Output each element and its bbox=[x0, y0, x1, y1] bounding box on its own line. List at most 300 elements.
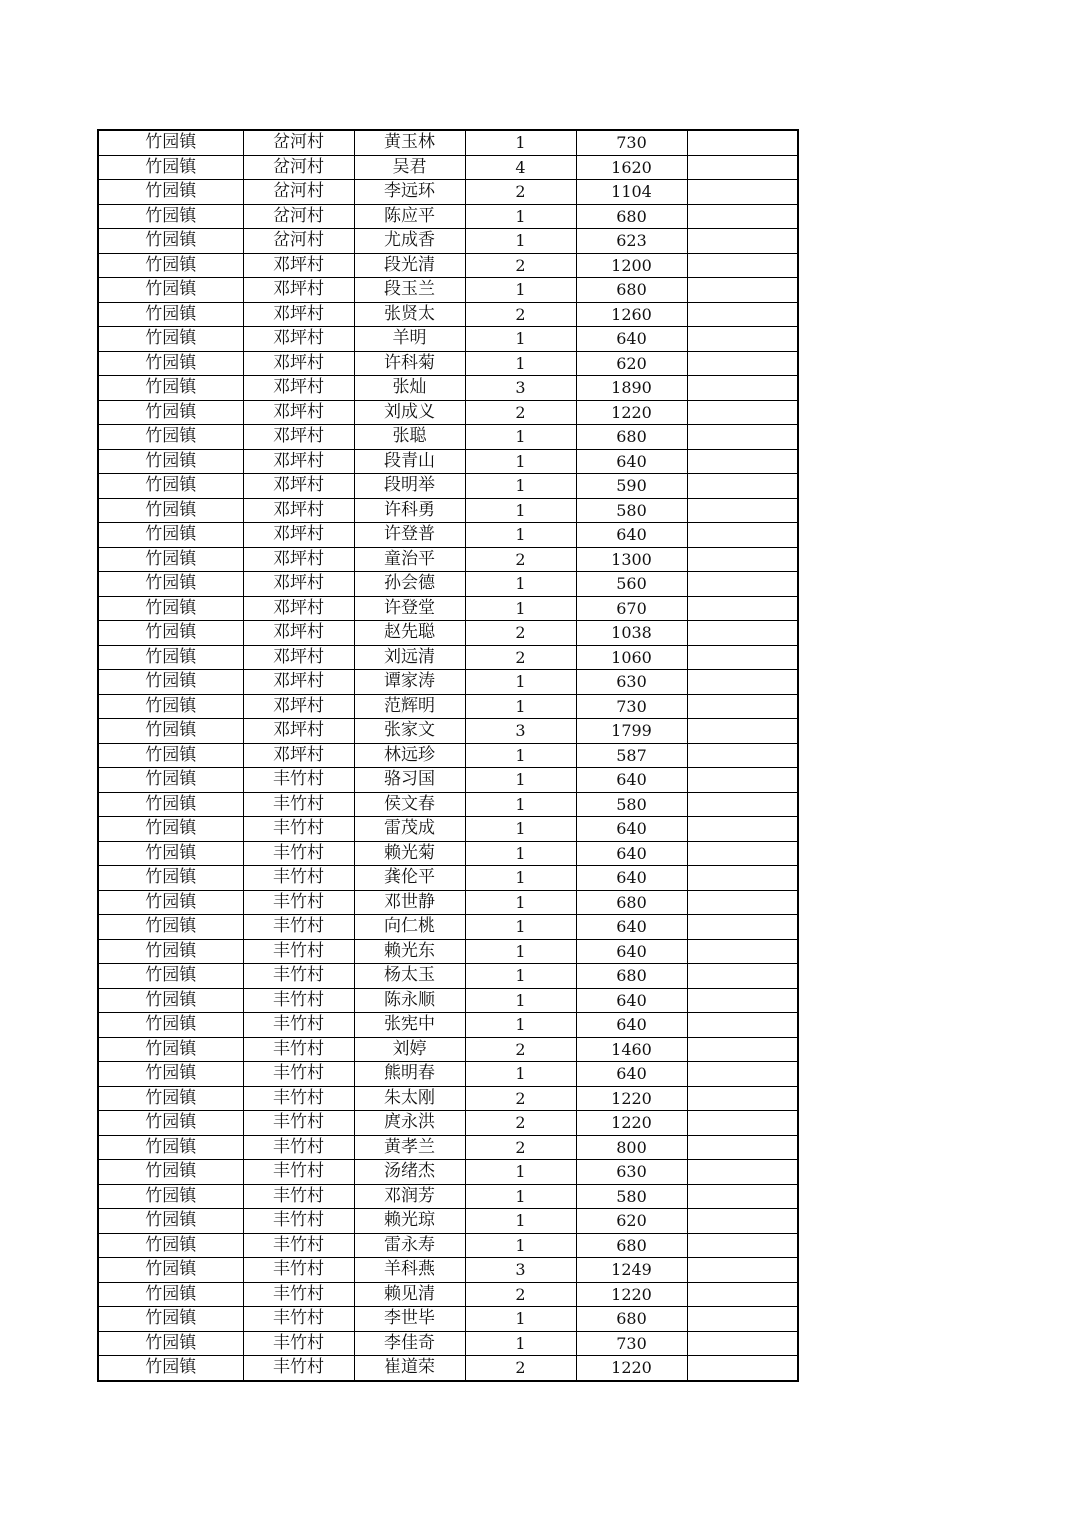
household-count-cell: 1 bbox=[465, 1331, 576, 1356]
remark-cell bbox=[687, 645, 798, 670]
name-cell: 雷茂成 bbox=[354, 817, 465, 842]
village-cell: 邓坪村 bbox=[243, 278, 354, 303]
village-cell: 邓坪村 bbox=[243, 449, 354, 474]
data-table bbox=[97, 129, 799, 1382]
household-count-cell: 1 bbox=[465, 1184, 576, 1209]
town-cell: 竹园镇 bbox=[98, 1062, 243, 1087]
town-cell: 竹园镇 bbox=[98, 1037, 243, 1062]
name-cell: 谭家涛 bbox=[354, 670, 465, 695]
amount-cell: 640 bbox=[576, 449, 687, 474]
remark-cell bbox=[687, 988, 798, 1013]
table-row bbox=[98, 278, 798, 303]
table-row bbox=[98, 768, 798, 793]
town-cell: 竹园镇 bbox=[98, 1307, 243, 1332]
town-cell: 竹园镇 bbox=[98, 768, 243, 793]
table-row bbox=[98, 792, 798, 817]
name-cell: 杨太玉 bbox=[354, 964, 465, 989]
remark-cell bbox=[687, 915, 798, 940]
table-row bbox=[98, 229, 798, 254]
table-row bbox=[98, 743, 798, 768]
name-cell: 张家文 bbox=[354, 719, 465, 744]
amount-cell: 680 bbox=[576, 204, 687, 229]
village-cell: 丰竹村 bbox=[243, 768, 354, 793]
name-cell: 张贤太 bbox=[354, 302, 465, 327]
name-cell: 赖光菊 bbox=[354, 841, 465, 866]
amount-cell: 680 bbox=[576, 890, 687, 915]
town-cell: 竹园镇 bbox=[98, 694, 243, 719]
table-row bbox=[98, 1013, 798, 1038]
name-cell: 庹永洪 bbox=[354, 1111, 465, 1136]
table-row bbox=[98, 425, 798, 450]
name-cell: 张灿 bbox=[354, 376, 465, 401]
village-cell: 邓坪村 bbox=[243, 351, 354, 376]
remark-cell bbox=[687, 498, 798, 523]
amount-cell: 1460 bbox=[576, 1037, 687, 1062]
town-cell: 竹园镇 bbox=[98, 400, 243, 425]
name-cell: 黄玉林 bbox=[354, 130, 465, 155]
household-count-cell: 1 bbox=[465, 743, 576, 768]
name-cell: 刘远清 bbox=[354, 645, 465, 670]
town-cell: 竹园镇 bbox=[98, 425, 243, 450]
village-cell: 邓坪村 bbox=[243, 694, 354, 719]
remark-cell bbox=[687, 1331, 798, 1356]
household-count-cell: 4 bbox=[465, 155, 576, 180]
name-cell: 童治平 bbox=[354, 547, 465, 572]
table-row bbox=[98, 1086, 798, 1111]
name-cell: 龚伦平 bbox=[354, 866, 465, 891]
village-cell: 丰竹村 bbox=[243, 1037, 354, 1062]
table-row bbox=[98, 964, 798, 989]
town-cell: 竹园镇 bbox=[98, 1135, 243, 1160]
table-row bbox=[98, 719, 798, 744]
remark-cell bbox=[687, 1037, 798, 1062]
table-row bbox=[98, 866, 798, 891]
household-count-cell: 1 bbox=[465, 792, 576, 817]
amount-cell: 1060 bbox=[576, 645, 687, 670]
name-cell: 黄孝兰 bbox=[354, 1135, 465, 1160]
remark-cell bbox=[687, 425, 798, 450]
name-cell: 羊明 bbox=[354, 327, 465, 352]
name-cell: 骆习国 bbox=[354, 768, 465, 793]
remark-cell bbox=[687, 964, 798, 989]
household-count-cell: 1 bbox=[465, 498, 576, 523]
village-cell: 丰竹村 bbox=[243, 1013, 354, 1038]
household-count-cell: 2 bbox=[465, 1135, 576, 1160]
village-cell: 丰竹村 bbox=[243, 866, 354, 891]
name-cell: 李佳奇 bbox=[354, 1331, 465, 1356]
amount-cell: 640 bbox=[576, 841, 687, 866]
amount-cell: 1220 bbox=[576, 1356, 687, 1381]
remark-cell bbox=[687, 523, 798, 548]
name-cell: 朱太刚 bbox=[354, 1086, 465, 1111]
village-cell: 丰竹村 bbox=[243, 1086, 354, 1111]
name-cell: 崔道荣 bbox=[354, 1356, 465, 1381]
town-cell: 竹园镇 bbox=[98, 278, 243, 303]
town-cell: 竹园镇 bbox=[98, 474, 243, 499]
name-cell: 许登普 bbox=[354, 523, 465, 548]
town-cell: 竹园镇 bbox=[98, 1356, 243, 1381]
table-row bbox=[98, 180, 798, 205]
amount-cell: 800 bbox=[576, 1135, 687, 1160]
table-row bbox=[98, 1258, 798, 1283]
name-cell: 赖光东 bbox=[354, 939, 465, 964]
name-cell: 吴君 bbox=[354, 155, 465, 180]
household-count-cell: 2 bbox=[465, 1111, 576, 1136]
household-count-cell: 2 bbox=[465, 1037, 576, 1062]
table-row bbox=[98, 547, 798, 572]
amount-cell: 620 bbox=[576, 351, 687, 376]
amount-cell: 640 bbox=[576, 768, 687, 793]
village-cell: 丰竹村 bbox=[243, 817, 354, 842]
household-count-cell: 1 bbox=[465, 130, 576, 155]
name-cell: 许登堂 bbox=[354, 596, 465, 621]
town-cell: 竹园镇 bbox=[98, 351, 243, 376]
table-row bbox=[98, 939, 798, 964]
town-cell: 竹园镇 bbox=[98, 449, 243, 474]
town-cell: 竹园镇 bbox=[98, 792, 243, 817]
village-cell: 邓坪村 bbox=[243, 474, 354, 499]
table-body bbox=[98, 130, 798, 1381]
amount-cell: 1220 bbox=[576, 400, 687, 425]
table-row bbox=[98, 841, 798, 866]
village-cell: 邓坪村 bbox=[243, 376, 354, 401]
household-count-cell: 2 bbox=[465, 180, 576, 205]
village-cell: 丰竹村 bbox=[243, 1356, 354, 1381]
town-cell: 竹园镇 bbox=[98, 670, 243, 695]
town-cell: 竹园镇 bbox=[98, 180, 243, 205]
village-cell: 丰竹村 bbox=[243, 792, 354, 817]
village-cell: 丰竹村 bbox=[243, 915, 354, 940]
amount-cell: 1220 bbox=[576, 1282, 687, 1307]
name-cell: 陈永顺 bbox=[354, 988, 465, 1013]
town-cell: 竹园镇 bbox=[98, 498, 243, 523]
household-count-cell: 1 bbox=[465, 474, 576, 499]
remark-cell bbox=[687, 1062, 798, 1087]
town-cell: 竹园镇 bbox=[98, 204, 243, 229]
amount-cell: 1220 bbox=[576, 1111, 687, 1136]
village-cell: 丰竹村 bbox=[243, 1331, 354, 1356]
table-row bbox=[98, 302, 798, 327]
remark-cell bbox=[687, 792, 798, 817]
village-cell: 丰竹村 bbox=[243, 1307, 354, 1332]
household-count-cell: 1 bbox=[465, 939, 576, 964]
household-count-cell: 2 bbox=[465, 1282, 576, 1307]
household-count-cell: 2 bbox=[465, 253, 576, 278]
remark-cell bbox=[687, 890, 798, 915]
remark-cell bbox=[687, 1086, 798, 1111]
town-cell: 竹园镇 bbox=[98, 327, 243, 352]
village-cell: 邓坪村 bbox=[243, 327, 354, 352]
household-count-cell: 1 bbox=[465, 523, 576, 548]
amount-cell: 640 bbox=[576, 988, 687, 1013]
name-cell: 孙会德 bbox=[354, 572, 465, 597]
table-row bbox=[98, 1037, 798, 1062]
table-row bbox=[98, 988, 798, 1013]
town-cell: 竹园镇 bbox=[98, 1184, 243, 1209]
remark-cell bbox=[687, 621, 798, 646]
household-count-cell: 1 bbox=[465, 229, 576, 254]
remark-cell bbox=[687, 180, 798, 205]
remark-cell bbox=[687, 155, 798, 180]
amount-cell: 620 bbox=[576, 1209, 687, 1234]
table-row bbox=[98, 1062, 798, 1087]
village-cell: 丰竹村 bbox=[243, 1160, 354, 1185]
household-count-cell: 1 bbox=[465, 449, 576, 474]
household-count-cell: 1 bbox=[465, 1209, 576, 1234]
household-count-cell: 1 bbox=[465, 351, 576, 376]
table-row bbox=[98, 449, 798, 474]
household-count-cell: 1 bbox=[465, 278, 576, 303]
town-cell: 竹园镇 bbox=[98, 523, 243, 548]
village-cell: 邓坪村 bbox=[243, 621, 354, 646]
village-cell: 邓坪村 bbox=[243, 400, 354, 425]
remark-cell bbox=[687, 253, 798, 278]
remark-cell bbox=[687, 302, 798, 327]
remark-cell bbox=[687, 1111, 798, 1136]
town-cell: 竹园镇 bbox=[98, 866, 243, 891]
amount-cell: 630 bbox=[576, 670, 687, 695]
town-cell: 竹园镇 bbox=[98, 1282, 243, 1307]
table-row bbox=[98, 1111, 798, 1136]
amount-cell: 1249 bbox=[576, 1258, 687, 1283]
name-cell: 邓润芳 bbox=[354, 1184, 465, 1209]
village-cell: 丰竹村 bbox=[243, 988, 354, 1013]
amount-cell: 730 bbox=[576, 1331, 687, 1356]
amount-cell: 680 bbox=[576, 1307, 687, 1332]
household-count-cell: 2 bbox=[465, 400, 576, 425]
table-row bbox=[98, 915, 798, 940]
table-row bbox=[98, 327, 798, 352]
amount-cell: 640 bbox=[576, 866, 687, 891]
name-cell: 熊明春 bbox=[354, 1062, 465, 1087]
amount-cell: 587 bbox=[576, 743, 687, 768]
town-cell: 竹园镇 bbox=[98, 229, 243, 254]
remark-cell bbox=[687, 474, 798, 499]
remark-cell bbox=[687, 670, 798, 695]
town-cell: 竹园镇 bbox=[98, 743, 243, 768]
amount-cell: 580 bbox=[576, 792, 687, 817]
name-cell: 刘婷 bbox=[354, 1037, 465, 1062]
remark-cell bbox=[687, 1282, 798, 1307]
town-cell: 竹园镇 bbox=[98, 939, 243, 964]
name-cell: 赖见清 bbox=[354, 1282, 465, 1307]
town-cell: 竹园镇 bbox=[98, 1086, 243, 1111]
town-cell: 竹园镇 bbox=[98, 596, 243, 621]
remark-cell bbox=[687, 596, 798, 621]
name-cell: 汤绪杰 bbox=[354, 1160, 465, 1185]
village-cell: 丰竹村 bbox=[243, 1111, 354, 1136]
name-cell: 邓世静 bbox=[354, 890, 465, 915]
table-row bbox=[98, 376, 798, 401]
town-cell: 竹园镇 bbox=[98, 1331, 243, 1356]
table-row bbox=[98, 890, 798, 915]
remark-cell bbox=[687, 719, 798, 744]
remark-cell bbox=[687, 817, 798, 842]
household-count-cell: 1 bbox=[465, 670, 576, 695]
table-row bbox=[98, 351, 798, 376]
amount-cell: 580 bbox=[576, 1184, 687, 1209]
remark-cell bbox=[687, 1258, 798, 1283]
remark-cell bbox=[687, 547, 798, 572]
name-cell: 李世毕 bbox=[354, 1307, 465, 1332]
table-row bbox=[98, 1307, 798, 1332]
table-row bbox=[98, 130, 798, 155]
village-cell: 邓坪村 bbox=[243, 547, 354, 572]
remark-cell bbox=[687, 278, 798, 303]
remark-cell bbox=[687, 400, 798, 425]
household-count-cell: 1 bbox=[465, 1233, 576, 1258]
remark-cell bbox=[687, 1356, 798, 1381]
village-cell: 丰竹村 bbox=[243, 1233, 354, 1258]
amount-cell: 560 bbox=[576, 572, 687, 597]
name-cell: 尤成香 bbox=[354, 229, 465, 254]
amount-cell: 670 bbox=[576, 596, 687, 621]
town-cell: 竹园镇 bbox=[98, 817, 243, 842]
name-cell: 赵先聪 bbox=[354, 621, 465, 646]
name-cell: 许科菊 bbox=[354, 351, 465, 376]
village-cell: 丰竹村 bbox=[243, 890, 354, 915]
village-cell: 丰竹村 bbox=[243, 1184, 354, 1209]
household-count-cell: 1 bbox=[465, 1307, 576, 1332]
amount-cell: 730 bbox=[576, 130, 687, 155]
town-cell: 竹园镇 bbox=[98, 302, 243, 327]
amount-cell: 640 bbox=[576, 915, 687, 940]
household-count-cell: 1 bbox=[465, 1160, 576, 1185]
household-count-cell: 1 bbox=[465, 596, 576, 621]
amount-cell: 1620 bbox=[576, 155, 687, 180]
household-count-cell: 2 bbox=[465, 645, 576, 670]
table-row bbox=[98, 621, 798, 646]
village-cell: 邓坪村 bbox=[243, 253, 354, 278]
remark-cell bbox=[687, 1307, 798, 1332]
village-cell: 邓坪村 bbox=[243, 302, 354, 327]
name-cell: 张聪 bbox=[354, 425, 465, 450]
household-count-cell: 1 bbox=[465, 694, 576, 719]
name-cell: 赖光琼 bbox=[354, 1209, 465, 1234]
household-count-cell: 1 bbox=[465, 327, 576, 352]
name-cell: 林远珍 bbox=[354, 743, 465, 768]
name-cell: 刘成义 bbox=[354, 400, 465, 425]
table-row bbox=[98, 1282, 798, 1307]
town-cell: 竹园镇 bbox=[98, 130, 243, 155]
household-count-cell: 1 bbox=[465, 915, 576, 940]
village-cell: 邓坪村 bbox=[243, 670, 354, 695]
household-count-cell: 1 bbox=[465, 1062, 576, 1087]
amount-cell: 640 bbox=[576, 327, 687, 352]
table-row bbox=[98, 694, 798, 719]
household-count-cell: 1 bbox=[465, 988, 576, 1013]
amount-cell: 1038 bbox=[576, 621, 687, 646]
town-cell: 竹园镇 bbox=[98, 988, 243, 1013]
remark-cell bbox=[687, 841, 798, 866]
remark-cell bbox=[687, 204, 798, 229]
name-cell: 许科勇 bbox=[354, 498, 465, 523]
table-row bbox=[98, 400, 798, 425]
household-count-cell: 1 bbox=[465, 817, 576, 842]
household-count-cell: 1 bbox=[465, 204, 576, 229]
amount-cell: 680 bbox=[576, 1233, 687, 1258]
amount-cell: 1799 bbox=[576, 719, 687, 744]
table-row bbox=[98, 1356, 798, 1381]
village-cell: 丰竹村 bbox=[243, 841, 354, 866]
household-count-cell: 1 bbox=[465, 841, 576, 866]
amount-cell: 1300 bbox=[576, 547, 687, 572]
remark-cell bbox=[687, 866, 798, 891]
town-cell: 竹园镇 bbox=[98, 1013, 243, 1038]
village-cell: 丰竹村 bbox=[243, 1209, 354, 1234]
household-count-cell: 2 bbox=[465, 547, 576, 572]
village-cell: 邓坪村 bbox=[243, 425, 354, 450]
amount-cell: 1890 bbox=[576, 376, 687, 401]
amount-cell: 640 bbox=[576, 523, 687, 548]
village-cell: 邓坪村 bbox=[243, 523, 354, 548]
household-count-cell: 1 bbox=[465, 866, 576, 891]
table-row bbox=[98, 817, 798, 842]
amount-cell: 680 bbox=[576, 425, 687, 450]
name-cell: 段明举 bbox=[354, 474, 465, 499]
village-cell: 丰竹村 bbox=[243, 964, 354, 989]
name-cell: 段光清 bbox=[354, 253, 465, 278]
table-row bbox=[98, 572, 798, 597]
name-cell: 范辉明 bbox=[354, 694, 465, 719]
household-count-cell: 3 bbox=[465, 1258, 576, 1283]
household-count-cell: 1 bbox=[465, 425, 576, 450]
household-count-cell: 2 bbox=[465, 1086, 576, 1111]
town-cell: 竹园镇 bbox=[98, 841, 243, 866]
remark-cell bbox=[687, 229, 798, 254]
amount-cell: 640 bbox=[576, 1013, 687, 1038]
amount-cell: 1260 bbox=[576, 302, 687, 327]
amount-cell: 1220 bbox=[576, 1086, 687, 1111]
table-row bbox=[98, 1184, 798, 1209]
town-cell: 竹园镇 bbox=[98, 376, 243, 401]
household-count-cell: 1 bbox=[465, 890, 576, 915]
town-cell: 竹园镇 bbox=[98, 547, 243, 572]
village-cell: 邓坪村 bbox=[243, 498, 354, 523]
town-cell: 竹园镇 bbox=[98, 890, 243, 915]
table-row bbox=[98, 1233, 798, 1258]
table-row bbox=[98, 155, 798, 180]
amount-cell: 680 bbox=[576, 964, 687, 989]
household-count-cell: 3 bbox=[465, 376, 576, 401]
town-cell: 竹园镇 bbox=[98, 1233, 243, 1258]
name-cell: 段青山 bbox=[354, 449, 465, 474]
amount-cell: 630 bbox=[576, 1160, 687, 1185]
town-cell: 竹园镇 bbox=[98, 253, 243, 278]
town-cell: 竹园镇 bbox=[98, 1258, 243, 1283]
table-row bbox=[98, 1331, 798, 1356]
village-cell: 丰竹村 bbox=[243, 1062, 354, 1087]
village-cell: 邓坪村 bbox=[243, 743, 354, 768]
name-cell: 侯文春 bbox=[354, 792, 465, 817]
table-row bbox=[98, 1160, 798, 1185]
household-count-cell: 2 bbox=[465, 1356, 576, 1381]
amount-cell: 590 bbox=[576, 474, 687, 499]
household-count-cell: 3 bbox=[465, 719, 576, 744]
remark-cell bbox=[687, 327, 798, 352]
remark-cell bbox=[687, 1160, 798, 1185]
household-count-cell: 1 bbox=[465, 768, 576, 793]
village-cell: 邓坪村 bbox=[243, 719, 354, 744]
remark-cell bbox=[687, 572, 798, 597]
village-cell: 丰竹村 bbox=[243, 1258, 354, 1283]
table-row bbox=[98, 474, 798, 499]
table-row bbox=[98, 498, 798, 523]
household-count-cell: 2 bbox=[465, 302, 576, 327]
amount-cell: 580 bbox=[576, 498, 687, 523]
name-cell: 羊科燕 bbox=[354, 1258, 465, 1283]
amount-cell: 730 bbox=[576, 694, 687, 719]
